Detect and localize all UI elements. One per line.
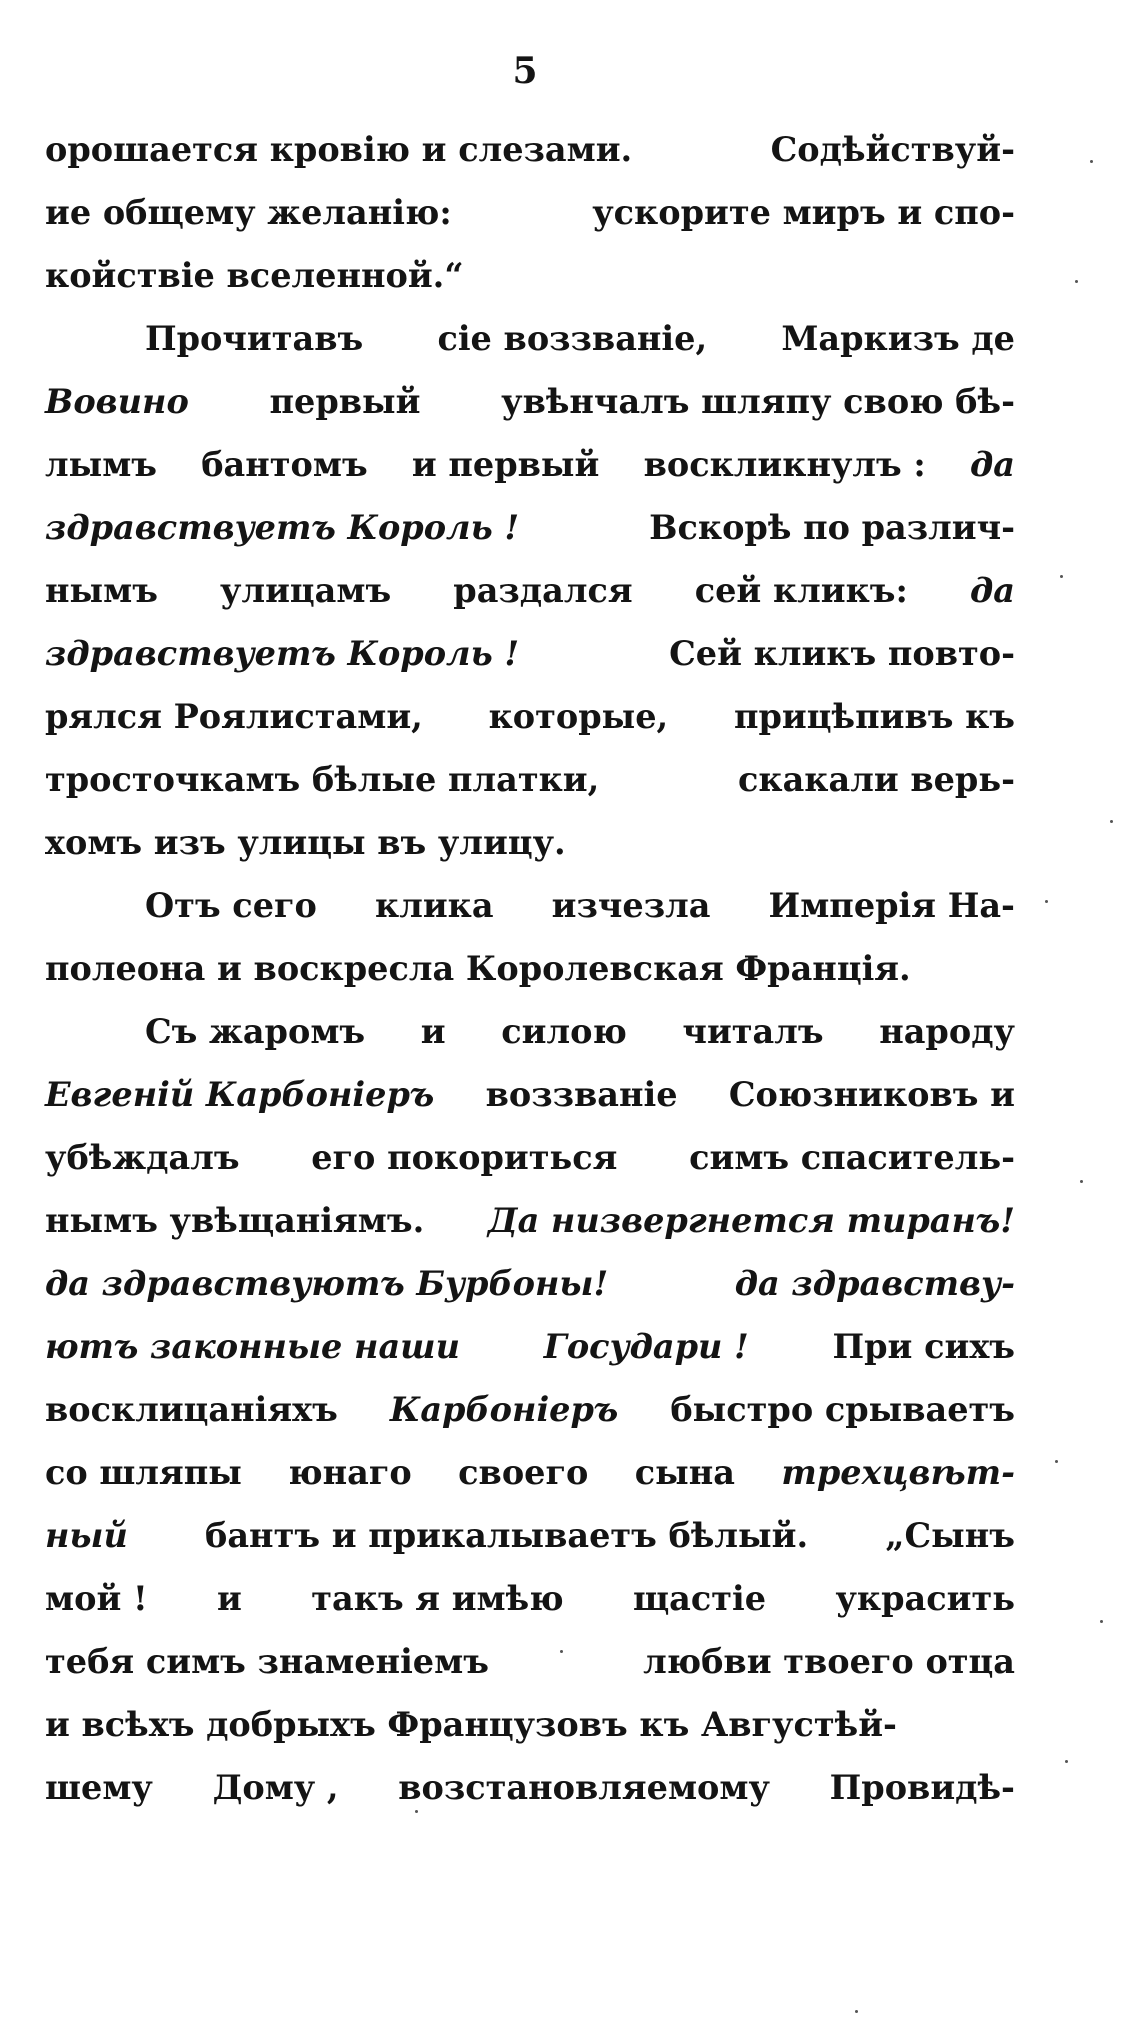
text-segment: юнаго — [288, 1453, 412, 1492]
scan-speck — [415, 1810, 418, 1813]
text-segment: тебя симъ знаменіемъ — [45, 1642, 489, 1681]
text-line — [45, 1063, 1015, 1126]
italic-text-segment: да — [969, 445, 1015, 484]
text-segment: ие общему желанію: — [45, 193, 452, 232]
text-line — [45, 496, 1015, 559]
text-segment: воззваніе — [485, 1075, 678, 1114]
text-segment: Провидѣ- — [829, 1768, 1015, 1807]
text-segment: орошается кровію и слезами. — [45, 130, 633, 169]
page-number: 5 — [512, 50, 538, 92]
scan-speck — [1080, 1180, 1083, 1183]
text-segment: возстановляемому — [398, 1768, 770, 1807]
text-segment: нымъ — [45, 571, 158, 610]
text-line — [45, 1126, 1015, 1189]
text-line — [45, 1315, 1015, 1378]
text-segment: его покориться — [311, 1138, 618, 1177]
text-line — [45, 1756, 1015, 1819]
text-segment: бантъ и прикалываетъ бѣлый. — [205, 1516, 809, 1555]
text-segment: восклицаніяхъ — [45, 1390, 338, 1429]
text-segment: симъ спаситель- — [689, 1138, 1015, 1177]
scan-speck — [1065, 1760, 1068, 1763]
text-segment: убѣждалъ — [45, 1138, 240, 1177]
italic-text-segment: трехцвѣт- — [781, 1453, 1015, 1492]
text-segment: любви твоего отца — [643, 1642, 1015, 1681]
scan-speck — [1110, 820, 1113, 823]
text-segment: и — [217, 1579, 242, 1618]
text-line — [45, 181, 1015, 244]
text-line — [45, 1693, 1015, 1756]
text-line — [45, 874, 1015, 937]
italic-text-segment: Государи ! — [543, 1327, 749, 1366]
text-line — [45, 1567, 1015, 1630]
text-segment: со шляпы — [45, 1453, 242, 1492]
text-line — [45, 118, 1015, 181]
italic-text-segment: да — [969, 571, 1015, 610]
text-segment: которые, — [488, 697, 669, 736]
italic-text-segment: ный — [45, 1516, 128, 1555]
text-line — [45, 811, 1015, 874]
text-line — [45, 370, 1015, 433]
text-segment: скакали верь- — [738, 760, 1015, 799]
text-segment: такъ я имѣю — [311, 1579, 564, 1618]
italic-text-segment: да здравствуютъ Бурбоны! — [45, 1264, 609, 1303]
text-segment: клика — [375, 886, 494, 925]
text-line — [45, 1441, 1015, 1504]
scan-speck — [1100, 1620, 1103, 1623]
text-segment: улицамъ — [220, 571, 392, 610]
italic-text-segment: Карбоніеръ — [389, 1390, 619, 1429]
text-segment: Маркизъ де — [781, 319, 1015, 358]
text-line — [45, 685, 1015, 748]
text-segment: мой ! — [45, 1579, 148, 1618]
text-line — [45, 937, 1015, 1000]
italic-text-segment: здравствуетъ Король ! — [45, 508, 520, 547]
scan-speck — [560, 1650, 563, 1653]
text-segment: щастіе — [632, 1579, 767, 1618]
text-segment: Отъ сего — [145, 886, 317, 925]
scan-speck — [855, 2010, 858, 2013]
text-segment: ускорите миръ и спо- — [592, 193, 1015, 232]
text-segment: При сихъ — [832, 1327, 1015, 1366]
text-line — [45, 1378, 1015, 1441]
text-line — [45, 1189, 1015, 1252]
text-segment: Дому , — [212, 1768, 339, 1807]
text-segment: и всѣхъ добрыхъ Французовъ къ Августѣй- — [45, 1705, 897, 1744]
text-segment: койствіе вселенной.“ — [45, 256, 464, 295]
italic-text-segment: ютъ законные наши — [45, 1327, 460, 1366]
text-line — [45, 1252, 1015, 1315]
text-segment: сіе воззваніе, — [437, 319, 708, 358]
text-segment: Прочитавъ — [145, 319, 364, 358]
text-segment: нымъ увѣщаніямъ. — [45, 1201, 425, 1240]
scan-speck — [1055, 1460, 1058, 1463]
text-segment: воскликнулъ : — [643, 445, 926, 484]
text-segment: Имперія На- — [768, 886, 1015, 925]
text-line — [45, 1504, 1015, 1567]
text-segment: изчезла — [551, 886, 711, 925]
text-segment: Союзниковъ и — [728, 1075, 1015, 1114]
text-segment: своего — [458, 1453, 589, 1492]
text-segment: Съ жаромъ — [145, 1012, 366, 1051]
italic-text-segment: Евгеній Карбоніеръ — [45, 1075, 435, 1114]
text-line — [45, 559, 1015, 622]
body-text — [45, 118, 1015, 1819]
scan-speck — [1075, 280, 1078, 283]
text-segment: полеона и воскресла Королевская Франція. — [45, 949, 911, 988]
italic-text-segment: да здравству- — [734, 1264, 1015, 1303]
text-segment: тросточкамъ бѣлые платки, — [45, 760, 600, 799]
text-segment: прицѣпивъ къ — [733, 697, 1015, 736]
text-segment: читалъ — [682, 1012, 824, 1051]
text-line — [45, 1000, 1015, 1063]
text-segment: увѣнчалъ шляпу свою бѣ- — [501, 382, 1015, 421]
text-segment: сына — [634, 1453, 735, 1492]
text-segment: шему — [45, 1768, 153, 1807]
text-segment: быстро срываетъ — [670, 1390, 1015, 1429]
scan-speck — [1090, 160, 1093, 163]
text-segment: рялся Роялистами, — [45, 697, 423, 736]
text-segment: хомъ изъ улицы въ улицу. — [45, 823, 566, 862]
text-segment: и первый — [411, 445, 600, 484]
text-segment: раздался — [453, 571, 633, 610]
text-segment: силою — [501, 1012, 627, 1051]
text-line — [45, 748, 1015, 811]
text-segment: „Сынъ — [885, 1516, 1015, 1555]
italic-text-segment: Вовино — [45, 382, 189, 421]
text-segment: и — [420, 1012, 446, 1051]
text-segment: бантомъ — [201, 445, 368, 484]
text-segment: лымъ — [45, 445, 157, 484]
text-segment: сей кликъ: — [694, 571, 908, 610]
italic-text-segment: здравствуетъ Король ! — [45, 634, 520, 673]
text-segment: Содѣйствуй- — [770, 130, 1015, 169]
text-segment: Вскорѣ по различ- — [649, 508, 1015, 547]
text-segment: первый — [269, 382, 421, 421]
scan-speck — [1045, 900, 1048, 903]
text-line — [45, 622, 1015, 685]
text-line — [45, 307, 1015, 370]
text-line — [45, 244, 1015, 307]
text-segment: народу — [879, 1012, 1015, 1051]
italic-text-segment: Да низвергнется тиранъ! — [487, 1201, 1015, 1240]
scan-speck — [1060, 575, 1063, 578]
text-segment: украсить — [835, 1579, 1015, 1618]
text-line — [45, 1630, 1015, 1693]
text-segment: Сей кликъ повто- — [669, 634, 1015, 673]
text-line — [45, 433, 1015, 496]
